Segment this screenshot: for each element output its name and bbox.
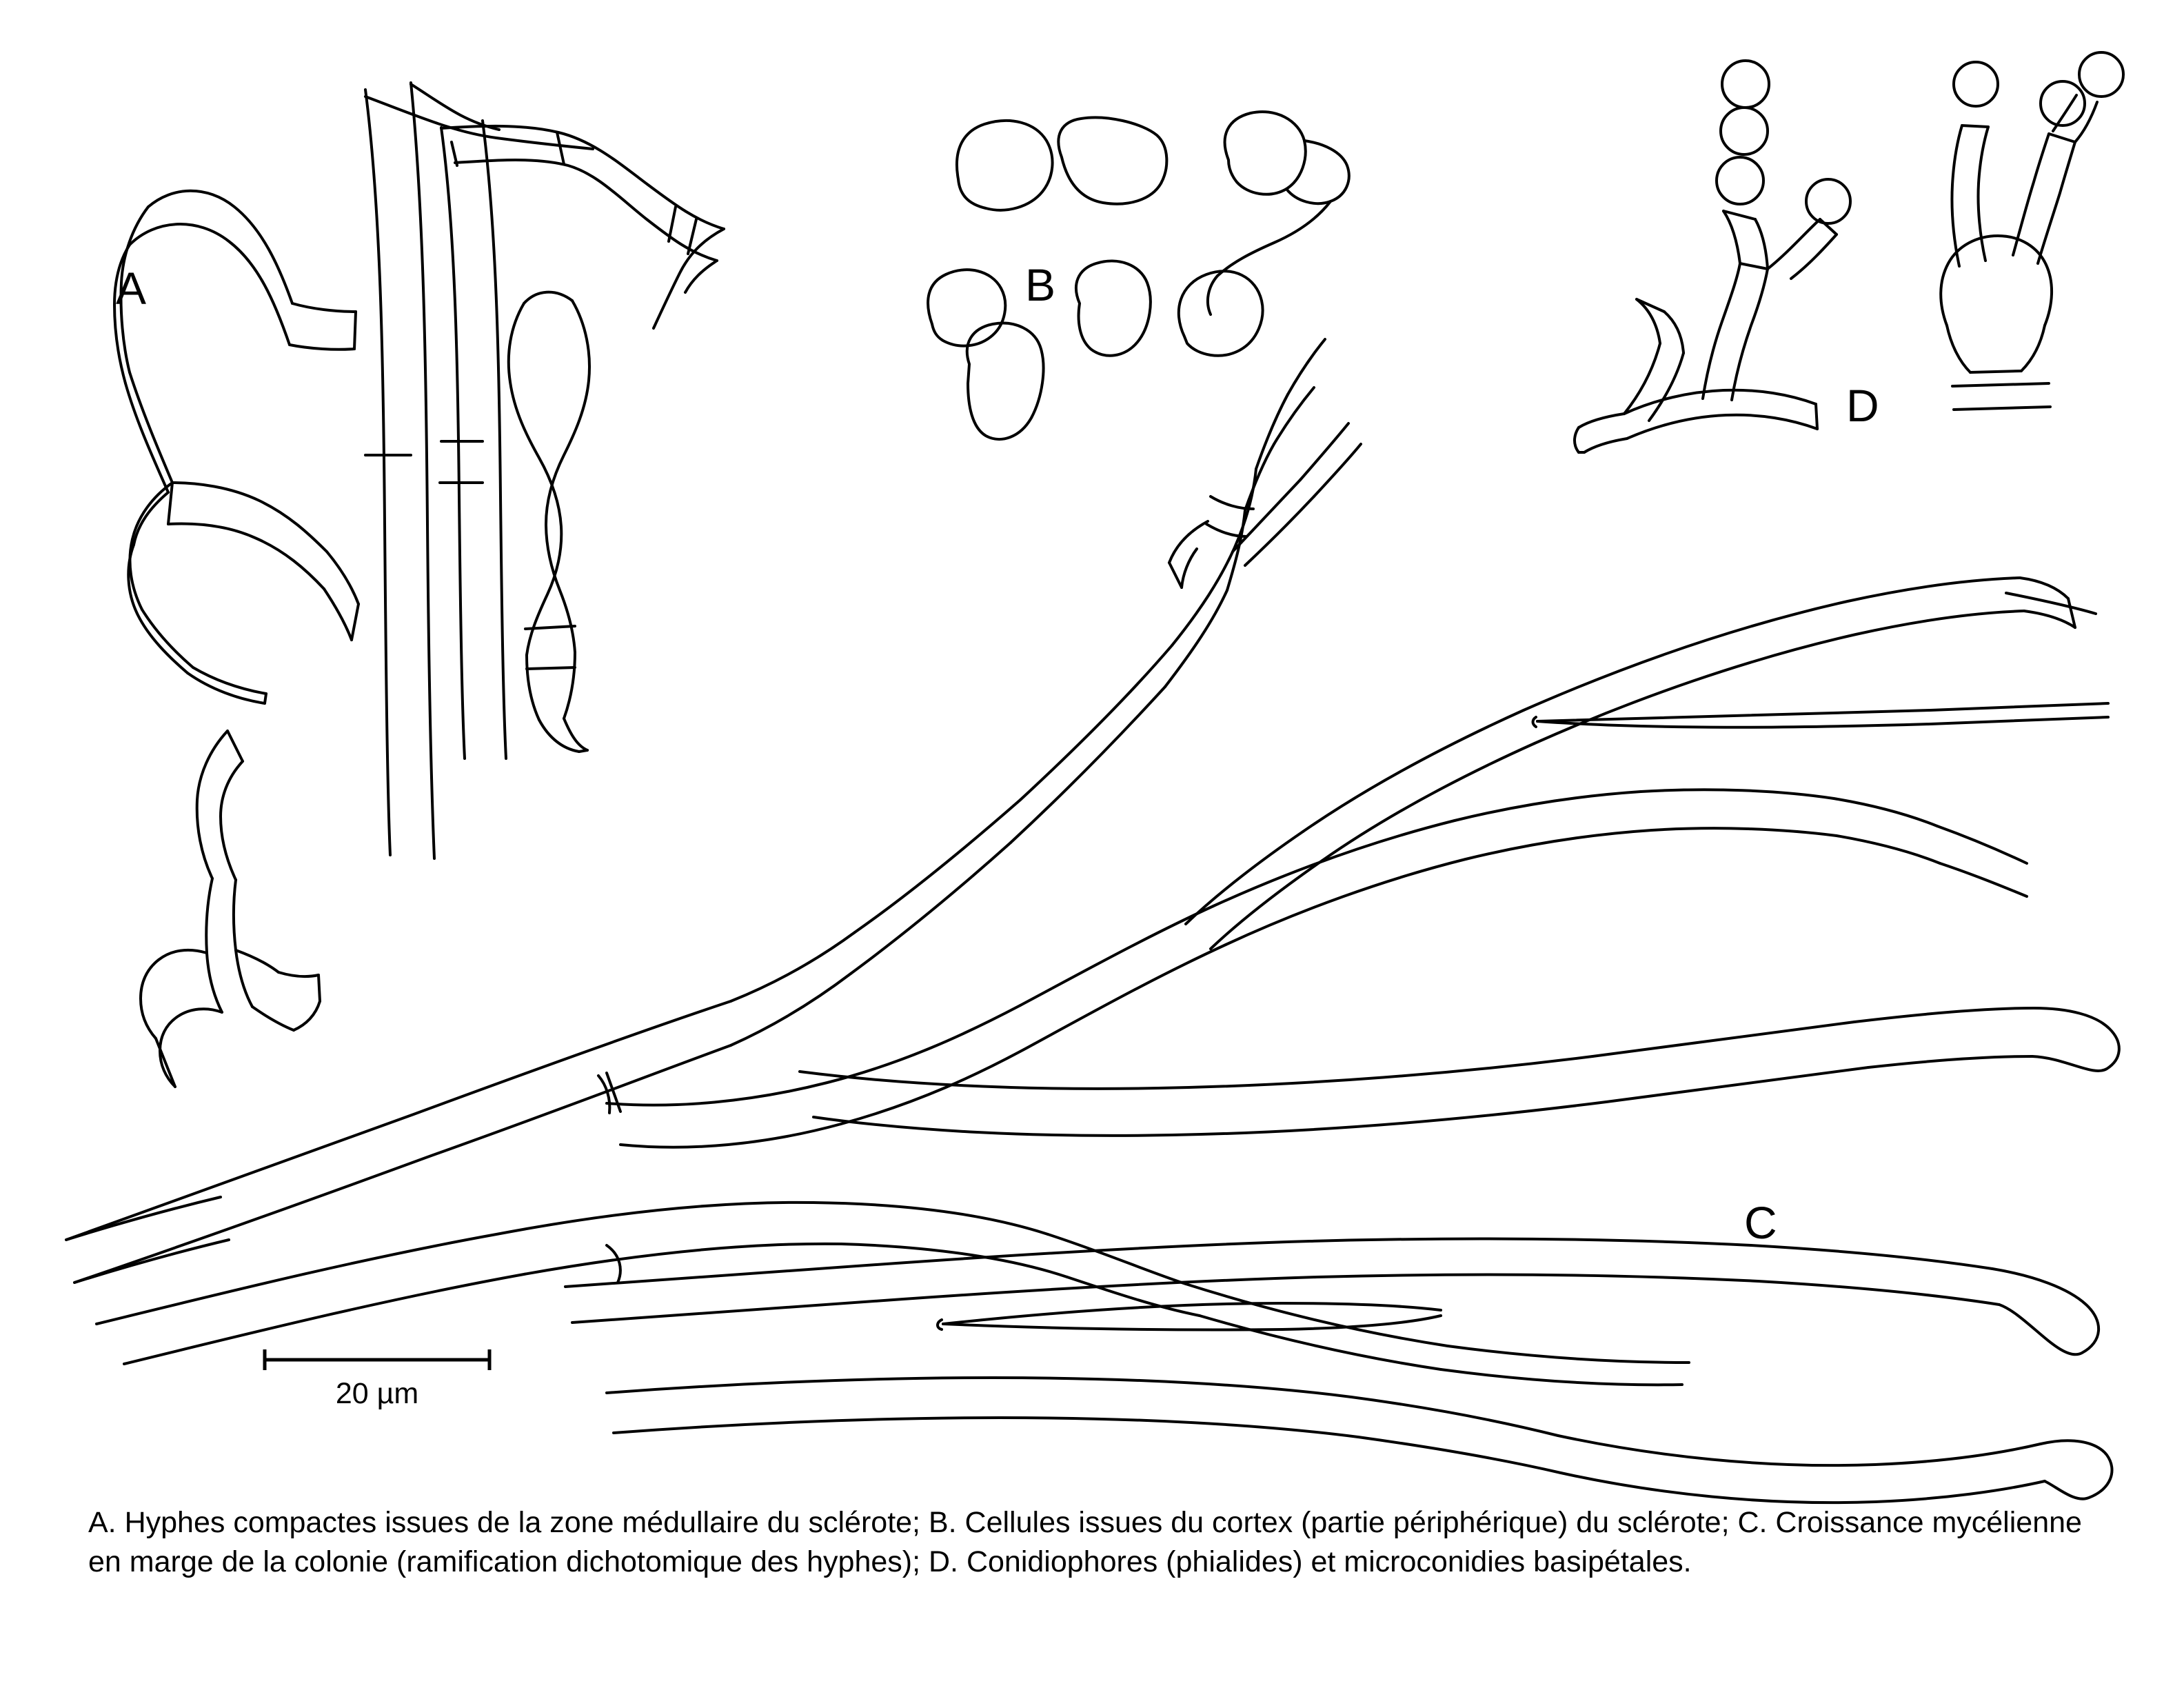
scale-bar-rule: [262, 1348, 492, 1372]
panel-label-c: C: [1744, 1197, 1777, 1248]
panel-label-b: B: [1025, 259, 1056, 310]
figure-caption: [88, 1503, 2101, 1582]
panel-c-drawing: [66, 339, 2119, 1503]
scale-bar: [262, 1348, 510, 1431]
scale-bar-label: 20 µm: [335, 1377, 419, 1410]
panel-label-d: D: [1846, 380, 1879, 431]
panel-b-drawing: [928, 112, 1349, 439]
panel-a-drawing: [114, 83, 724, 1087]
panel-label-a: A: [116, 263, 147, 314]
caption-text: A. Hyphes compactes issues de la zone médullaire du sclérote; B. Cellules issues du cortex (partie périphérique) du sclérote; C. Croissance mycélienne en marge de la colonie (ramification dichotomique des hyphes); D. Conidiophores (phialides) et microconidies basipétales.: [88, 1506, 2082, 1578]
